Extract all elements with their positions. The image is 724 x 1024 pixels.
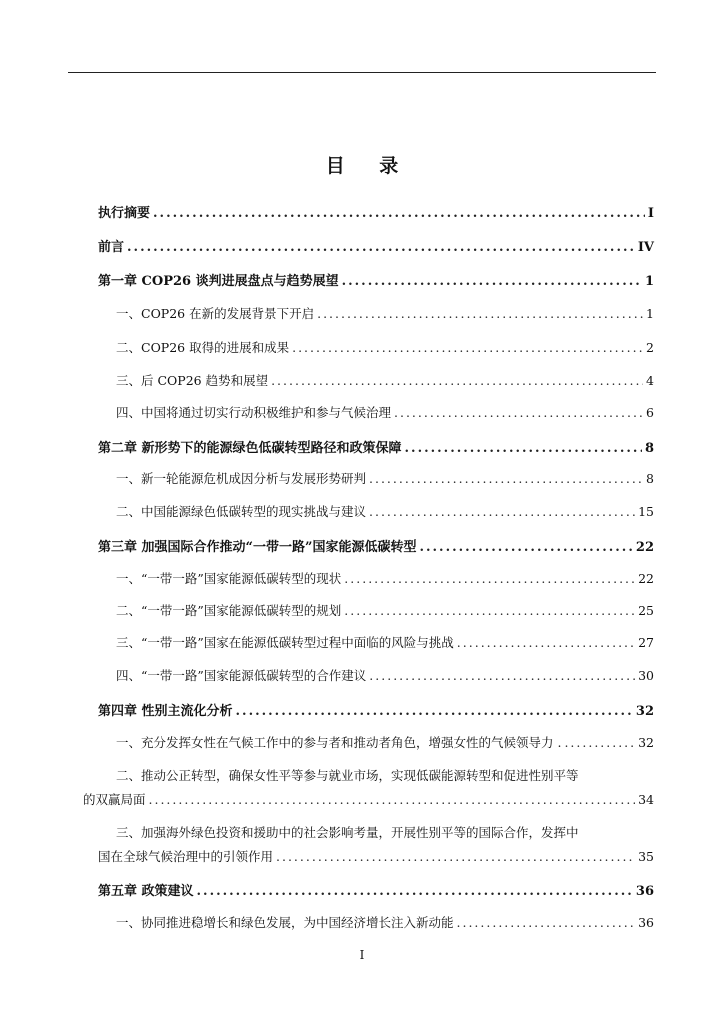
- page-number-footer: I: [359, 948, 365, 962]
- toc-leader-dots: [271, 373, 643, 388]
- toc-label: 第四章 性别主流化分析: [98, 704, 233, 719]
- toc-leader-dots: [317, 306, 643, 321]
- toc-page-number: 2: [646, 340, 654, 355]
- toc-label: 执行摘要: [98, 206, 151, 221]
- toc-entry-chapter-2[interactable]: [98, 437, 654, 456]
- toc-label: 前言: [98, 240, 125, 255]
- toc-entry-2-2[interactable]: [116, 502, 654, 520]
- toc-entry-3-4[interactable]: [116, 666, 654, 684]
- toc-page-number: 32: [638, 735, 654, 750]
- toc-entry-1-1[interactable]: [116, 304, 654, 322]
- toc-label: 二、“一带一路”国家能源低碳转型的规划: [116, 603, 342, 618]
- toc-leader-dots: [292, 340, 643, 355]
- toc-leader-dots: [369, 504, 635, 519]
- toc-entry-1-4[interactable]: [116, 403, 654, 421]
- toc-label: 一、充分发挥女性在气候工作中的参与者和推动者角色，增强女性的气候领导力 .: [116, 735, 562, 750]
- toc-entry-preface[interactable]: [98, 236, 654, 255]
- toc-page-number: 4: [646, 373, 654, 388]
- toc-entry-chapter-4[interactable]: [98, 700, 654, 719]
- toc-label: 一、协同推进稳增长和绿色发展，为中国经济增长注入新动能: [116, 915, 454, 930]
- toc-leader-dots: [344, 571, 635, 586]
- toc-label: 第一章 COP26 谈判进展盘点与趋势展望: [98, 274, 339, 289]
- toc-page-number: 1: [646, 306, 654, 321]
- toc-entry-4-1[interactable]: [116, 733, 654, 751]
- toc-leader-dots: [197, 884, 633, 899]
- toc-page-number: 8: [646, 471, 654, 486]
- toc-leader-dots: [419, 540, 632, 555]
- toc-label: 二、COP26 取得的进展和成果: [116, 340, 290, 355]
- toc-entry-chapter-1[interactable]: [98, 270, 654, 289]
- toc-page-number: 15: [638, 504, 654, 519]
- toc-label: 第五章 政策建议: [98, 884, 194, 899]
- toc-page-number: 32: [635, 704, 654, 719]
- toc-leader-dots: [369, 471, 643, 486]
- toc-page-number: 25: [638, 603, 654, 618]
- toc-leader-dots: [564, 735, 635, 750]
- toc-label: 三、后 COP26 趋势和展望: [116, 373, 269, 388]
- toc-leader-dots: [276, 849, 635, 864]
- toc-page-number: 35: [638, 849, 654, 864]
- toc-page-number: 36: [638, 915, 654, 930]
- toc-label: 第二章 新形势下的能源绿色低碳转型路径和政策保障: [98, 441, 402, 456]
- toc-entry-3-1[interactable]: [116, 569, 654, 587]
- toc-leader-dots: [342, 274, 642, 289]
- toc-page-number: I: [647, 206, 654, 221]
- toc-entry-4-3[interactable]: [98, 847, 654, 865]
- toc-leader-dots: [153, 206, 645, 221]
- toc-entry-chapter-5[interactable]: [98, 880, 654, 899]
- toc-leader-dots: [236, 704, 633, 719]
- toc-label: 四、中国将通过切实行动积极维护和参与气候治理: [116, 405, 392, 420]
- toc-leader-dots: [369, 668, 635, 683]
- toc-leader-dots: [457, 915, 636, 930]
- toc-label: 一、“一带一路”国家能源低碳转型的现状: [116, 571, 342, 586]
- toc-label: 四、“一带一路”国家能源低碳转型的合作建议: [116, 668, 367, 683]
- toc-page-number: 6: [646, 405, 654, 420]
- page-title: 目 录: [325, 155, 413, 177]
- toc-page-number: 36: [635, 884, 654, 899]
- toc-entry-3-2[interactable]: [116, 601, 654, 619]
- toc-leader-dots: [394, 405, 643, 420]
- toc-page-number: 22: [635, 540, 654, 555]
- toc-leader-dots: [127, 240, 635, 255]
- toc-label: 国在全球气候治理中的引领作用: [98, 849, 274, 864]
- toc-page-number: 22: [638, 571, 654, 586]
- toc-label: 二、中国能源绿色低碳转型的现实挑战与建议: [116, 504, 367, 519]
- toc-label: 三、“一带一路”国家在能源低碳转型过程中面临的风险与挑战: [116, 635, 454, 650]
- toc-entry-1-2[interactable]: [116, 338, 654, 356]
- toc-leader-dots: [457, 635, 635, 650]
- toc-entry-4-2-line1[interactable]: 二、推动公正转型，确保女性平等参与就业市场，实现低碳能源转型和促进性别平等: [116, 768, 579, 783]
- toc-label: 一、COP26 在新的发展背景下开启: [116, 306, 315, 321]
- toc-page-number: 8: [644, 441, 654, 456]
- toc-page-number: 34: [638, 792, 654, 807]
- toc-entry-executive-summary[interactable]: [98, 202, 654, 221]
- toc-entry-1-3[interactable]: [116, 371, 654, 389]
- toc-entry-4-2[interactable]: [83, 790, 654, 808]
- toc-leader-dots: [405, 441, 642, 456]
- toc-page-number: IV: [637, 240, 654, 255]
- toc-label: 一、新一轮能源危机成因分析与发展形势研判: [116, 471, 367, 486]
- toc-leader-dots: [344, 603, 635, 618]
- toc-page-number: 30: [638, 668, 654, 683]
- toc-entry-chapter-3[interactable]: [98, 536, 654, 555]
- toc-page-number: 27: [638, 635, 654, 650]
- toc-page-number: 1: [644, 274, 654, 289]
- toc-leader-dots: [149, 792, 636, 807]
- toc-entry-4-3-line1[interactable]: 三、加强海外绿色投资和援助中的社会影响考量，开展性别平等的国际合作，发挥中: [116, 825, 579, 840]
- toc-label: 第三章 加强国际合作推动“一带一路”国家能源低碳转型: [98, 540, 417, 555]
- toc-label: 的双赢局面: [83, 792, 146, 807]
- toc-entry-2-1[interactable]: [116, 469, 654, 487]
- toc-entry-3-3[interactable]: [116, 633, 654, 651]
- toc-entry-5-1[interactable]: [116, 913, 654, 931]
